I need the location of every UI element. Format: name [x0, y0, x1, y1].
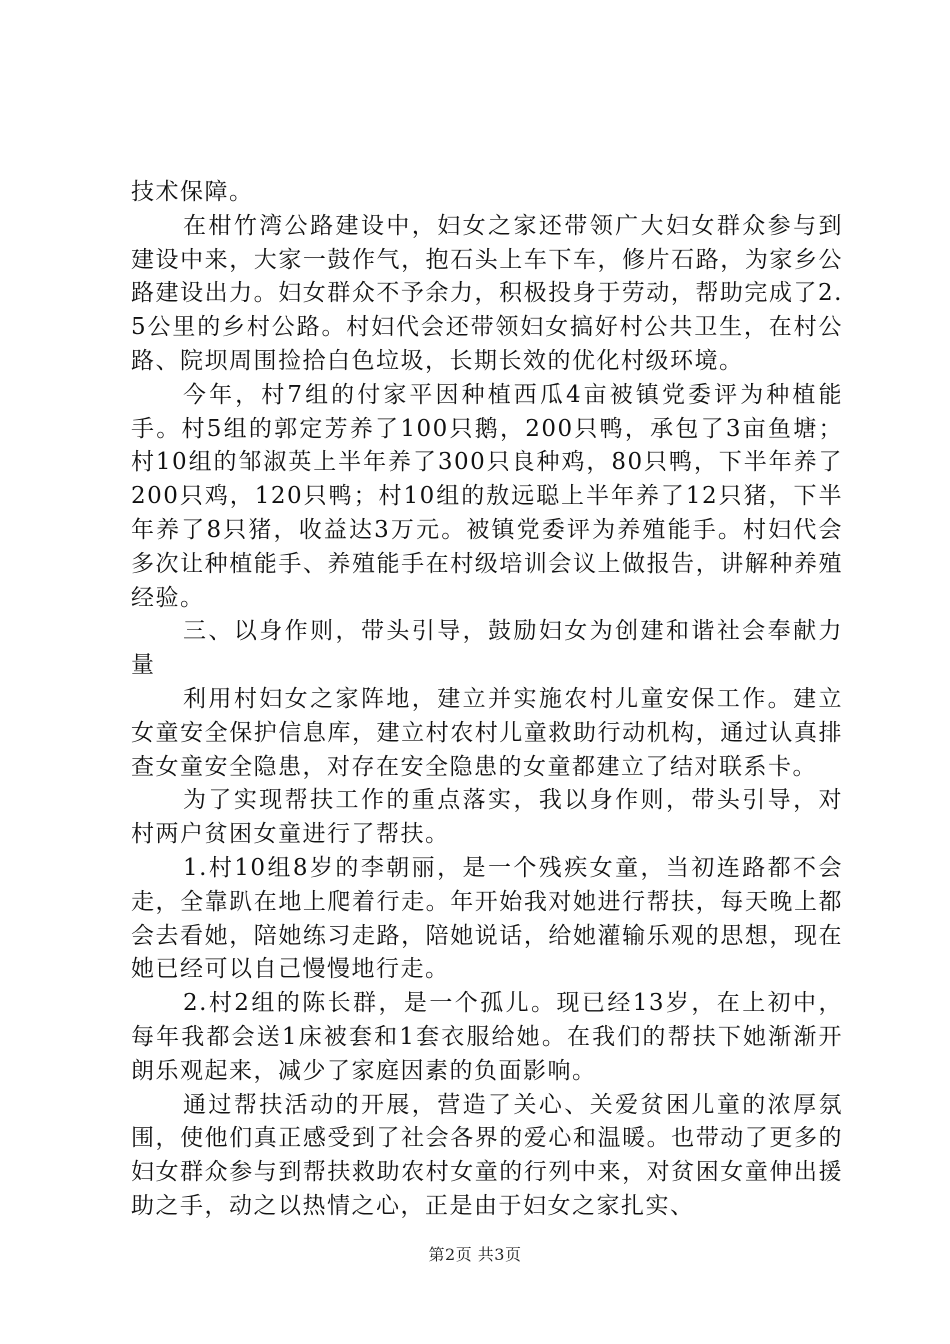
paragraph-2: 在柑竹湾公路建设中，妇女之家还带领广大妇女群众参与到建设中来，大家一鼓作气，抱石头上车下车，修片石路，为家乡公路建设出力。妇女群众不予余力，积极投身于劳动，帮助完成了2.5公里的乡村公路。村妇代会还带领妇女搞好村公共卫生，在村公路、院坝周围捡拾白色垃圾，长期长效的优化村级环境。: [131, 212, 843, 374]
paragraph-3: 今年，村7组的付家平因种植西瓜4亩被镇党委评为种植能手。村5组的郭定芳养了100只鹅，200只鸭，承包了3亩鱼塘；村10组的邹淑英上半年养了300只良种鸡，80只鸭，下半年养了200只鸡，120只鸭；村10组的敖远聪上半年养了12只猪，下半年养了8只猪，收益达3万元。被镇党委评为养殖能手。村妇代会多次让种植能手、养殖能手在村级培训会议上做报告，讲解种养殖经验。: [131, 381, 843, 611]
document-body: [131, 176, 843, 1224]
list-item-2: 2.村2组的陈长群，是一个孤儿。现已经13岁，在上初中，每年我都会送1床被套和1套衣服给她。在我们的帮扶下她渐渐开朗乐观起来，减少了家庭因素的负面影响。: [131, 990, 843, 1084]
paragraph-1: 技术保障。: [131, 179, 254, 205]
list-item-1: 1.村10组8岁的李朝丽，是一个残疾女童，当初连路都不会走，全靠趴在地上爬着行走。年开始我对她进行帮扶，每天晚上都会去看她，陪她练习走路，陪她说话，给她灌输乐观的思想，现在她已经可以自己慢慢地行走。: [131, 854, 843, 983]
paragraph-6: 为了实现帮扶工作的重点落实，我以身作则，带头引导，对村两户贫困女童进行了帮扶。: [131, 787, 843, 848]
paragraph-5: 利用村妇女之家阵地，建立并实施农村儿童安保工作。建立女童安全保护信息库，建立村农村儿童救助行动机构，通过认真排查女童安全隐患，对存在安全隐患的女童都建立了结对联系卡。: [131, 685, 843, 780]
page-number-footer: 第2页 共3页: [428, 1245, 522, 1264]
section-heading: 三、以身作则，带头引导，鼓励妇女为创建和谐社会奉献力量: [131, 618, 843, 679]
paragraph-9: 通过帮扶活动的开展，营造了关心、关爱贫困儿童的浓厚氛围，使他们真正感受到了社会各界的爱心和温暖。也带动了更多的妇女群众参与到帮扶救助农村女童的行列中来，对贫困女童伸出援助之手，动之以热情之心，正是由于妇女之家扎实、: [131, 1091, 843, 1219]
